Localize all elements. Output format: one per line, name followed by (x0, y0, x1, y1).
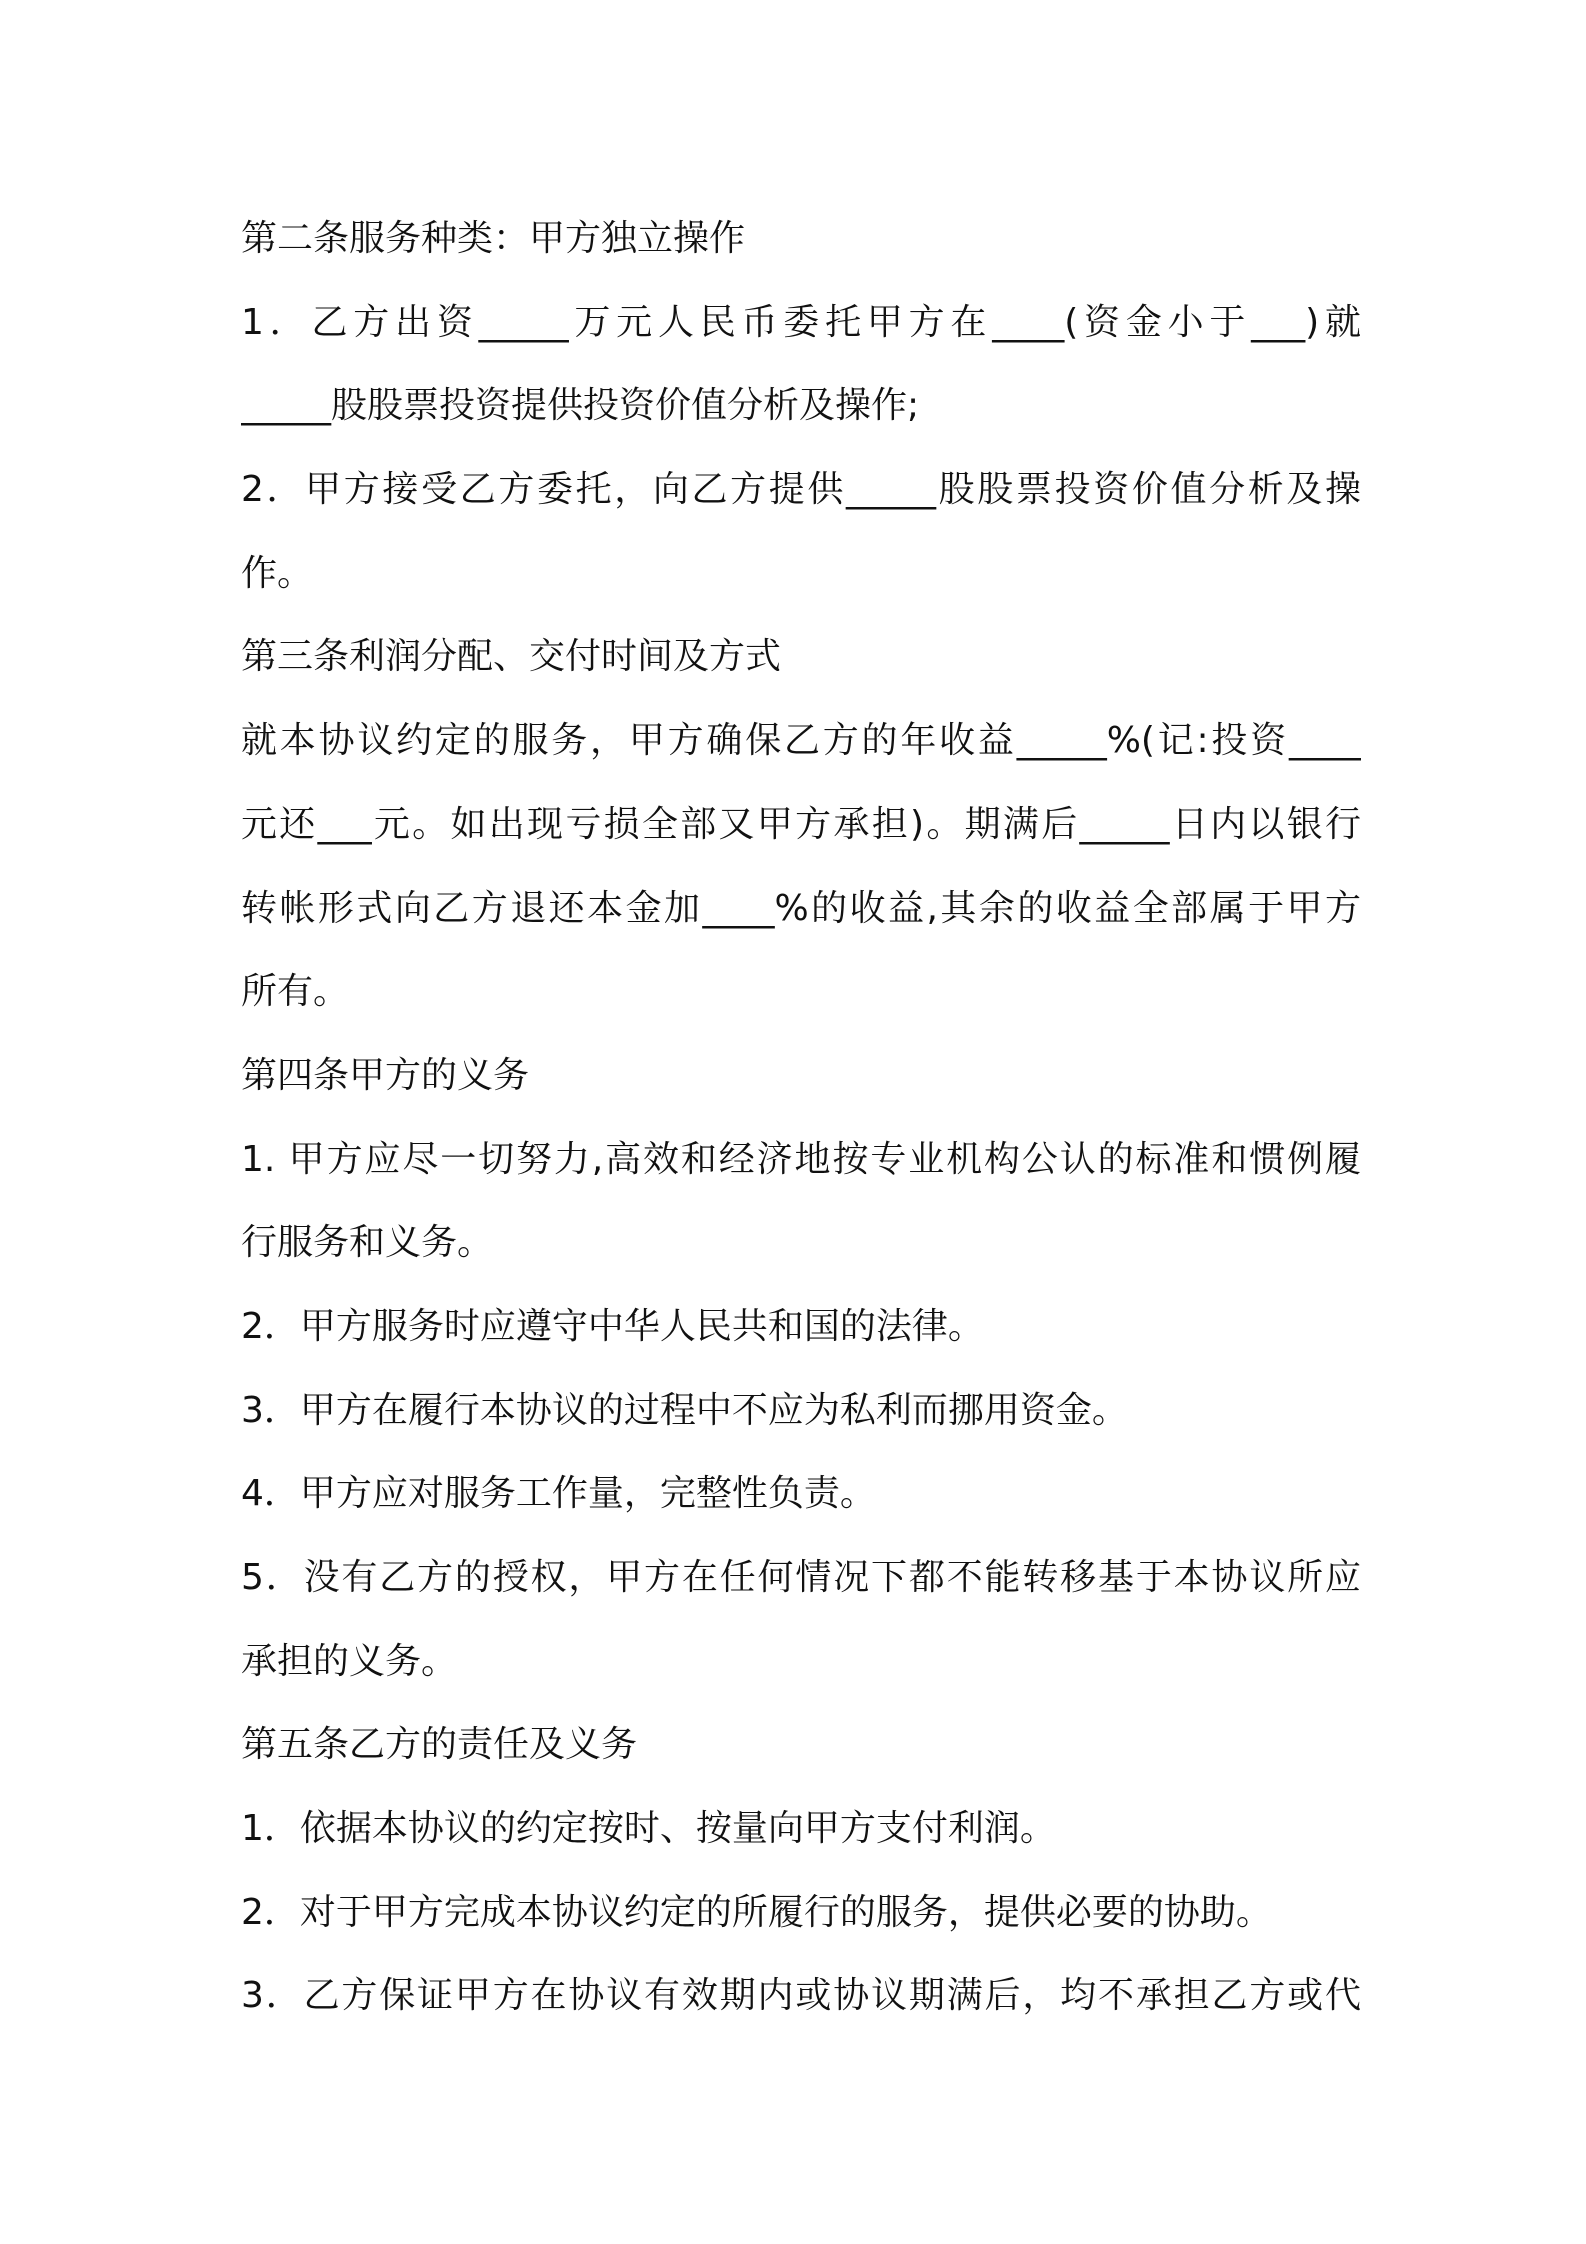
paragraph-line: 4．甲方应对服务工作量，完整性负责。 (241, 1473, 876, 1515)
paragraph-line: 1．依据本协议的约定按时、按量向甲方支付利润。 (241, 1808, 1056, 1850)
paragraph-line: 3．甲方在履行本协议的过程中不应为私利而挪用资金。 (241, 1389, 1128, 1431)
paragraph-line: 1．乙方出资_____万元人民币委托甲方在____(资金小于___)就 (241, 301, 1361, 343)
paragraph-line: 3．乙方保证甲方在协议有效期内或协议期满后，均不承担乙方或代 (241, 1975, 1361, 2017)
paragraph-line: 2．甲方接受乙方委托，向乙方提供_____股股票投资价值分析及操 (241, 469, 1361, 511)
paragraph-line: 作。 (241, 552, 314, 594)
paragraph-line: 元还___元。如出现亏损全部又甲方承担)。期满后_____日内以银行 (241, 803, 1361, 845)
paragraph-line: 行服务和义务。 (241, 1222, 494, 1264)
section-heading-5: 第五条乙方的责任及义务 (241, 1724, 638, 1766)
paragraph-line: 5．没有乙方的授权，甲方在任何情况下都不能转移基于本协议所应 (241, 1557, 1361, 1598)
document-page (241, 197, 1361, 2038)
section-heading-4: 第四条甲方的义务 (241, 1054, 530, 1096)
paragraph-line: 1. 甲方应尽一切努力,高效和经济地按专业机构公认的标准和惯例履 (241, 1138, 1361, 1180)
section-heading-3: 第三条利润分配、交付时间及方式 (241, 636, 782, 678)
paragraph-line: _____股股票投资提供投资价值分析及操作; (241, 385, 920, 427)
paragraph-line: 2．甲方服务时应遵守中华人民共和国的法律。 (241, 1305, 984, 1347)
paragraph-line: 承担的义务。 (241, 1640, 458, 1682)
paragraph-line: 2．对于甲方完成本协议约定的所履行的服务，提供必要的协助。 (241, 1891, 1272, 1933)
paragraph-line: 所有。 (241, 971, 350, 1013)
paragraph-line: 就本协议约定的服务，甲方确保乙方的年收益_____%(记:投资____ (241, 720, 1361, 762)
section-heading-2: 第二条服务种类：甲方独立操作 (241, 218, 746, 259)
paragraph-line: 转帐形式向乙方退还本金加____%的收益,其余的收益全部属于甲方 (241, 887, 1361, 929)
